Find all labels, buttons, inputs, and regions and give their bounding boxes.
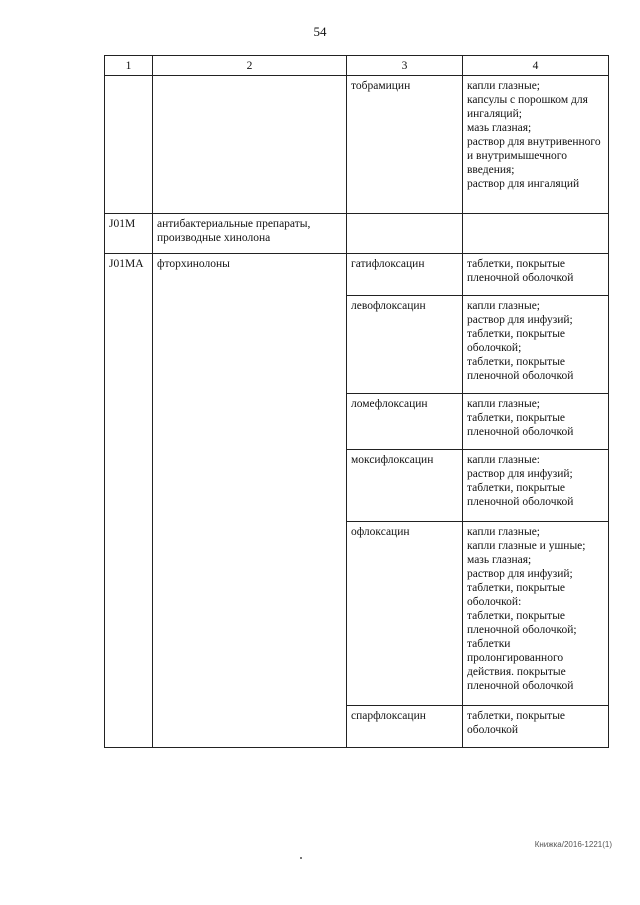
- dosage-forms-cell: [463, 394, 609, 450]
- drug-name-cell: ломефлоксацин: [347, 394, 463, 450]
- group-cell: [153, 76, 347, 214]
- atc-code-cell: J01MA: [105, 254, 153, 748]
- dosage-form-line: капли глазные;: [467, 300, 540, 312]
- atc-code-cell: J01M: [105, 214, 153, 254]
- table-row: [105, 254, 609, 296]
- dosage-forms-cell: [463, 450, 609, 522]
- drug-name-cell: [347, 214, 463, 254]
- drug-name-cell: моксифлоксацин: [347, 450, 463, 522]
- dosage-form-line: раствор для внутривенного и внутримышечного введения;: [467, 136, 604, 176]
- dosage-form-line: таблетки, покрытые пленочной оболочкой: [467, 258, 574, 284]
- drug-name-cell: тобрамицин: [347, 76, 463, 214]
- table-header-row: [105, 56, 609, 76]
- column-header: 1: [105, 56, 153, 76]
- dosage-forms-cell: [463, 522, 609, 706]
- page-number: 54: [313, 24, 327, 39]
- dosage-forms-cell: [463, 214, 609, 254]
- column-header: 4: [463, 56, 609, 76]
- dosage-form-line: раствор для инфузий;: [467, 468, 573, 480]
- atc-code-cell: [105, 76, 153, 214]
- dosage-form-line: раствор для инфузий;: [467, 568, 573, 580]
- scan-dot: [300, 857, 302, 859]
- drug-name-cell: левофлоксацин: [347, 296, 463, 394]
- dosage-form-line: таблетки, покрытые оболочкой;: [467, 328, 568, 354]
- dosage-form-line: капли глазные;: [467, 526, 540, 538]
- drug-name-cell: гатифлоксацин: [347, 254, 463, 296]
- group-cell: фторхинолоны: [153, 254, 347, 748]
- dosage-form-line: капли глазные;: [467, 398, 540, 410]
- dosage-form-line: таблетки, покрытые пленочной оболочкой: [467, 482, 574, 508]
- table-row: [105, 214, 609, 254]
- dosage-forms-cell: [463, 296, 609, 394]
- dosage-form-line: мазь глазная;: [467, 122, 532, 134]
- dosage-forms-cell: [463, 706, 609, 748]
- drug-table: [104, 55, 609, 748]
- table-row: [105, 76, 609, 214]
- dosage-form-line: капли глазные;: [467, 80, 540, 92]
- dosage-form-line: раствор для ингаляций: [467, 178, 580, 190]
- dosage-form-line: таблетки пролонгированного действия. покрытые пленочной оболочкой: [467, 638, 574, 692]
- column-header: 2: [153, 56, 347, 76]
- dosage-form-line: мазь глазная;: [467, 554, 532, 566]
- dosage-form-line: таблетки, покрытые пленочной оболочкой: [467, 412, 574, 438]
- dosage-forms-cell: [463, 254, 609, 296]
- dosage-form-line: таблетки, покрытые пленочной оболочкой: [467, 356, 574, 382]
- dosage-form-line: таблетки, покрытые оболочкой:: [467, 582, 568, 608]
- drug-name-cell: офлоксацин: [347, 522, 463, 706]
- dosage-forms-cell: [463, 76, 609, 214]
- dosage-form-line: таблетки, покрытые оболочкой: [467, 710, 568, 736]
- drug-name-cell: спарфлоксацин: [347, 706, 463, 748]
- dosage-form-line: капли глазные и ушные;: [467, 540, 586, 552]
- dosage-form-line: капсулы с порошком для ингаляций;: [467, 94, 591, 120]
- column-header: 3: [347, 56, 463, 76]
- dosage-form-line: таблетки, покрытые пленочной оболочкой;: [467, 610, 577, 636]
- dosage-form-line: раствор для инфузий;: [467, 314, 573, 326]
- group-cell: антибактериальные препараты, производные хинолона: [153, 214, 347, 254]
- dosage-form-line: капли глазные:: [467, 454, 540, 466]
- document-code: Книжка/2016-1221(1): [534, 840, 612, 849]
